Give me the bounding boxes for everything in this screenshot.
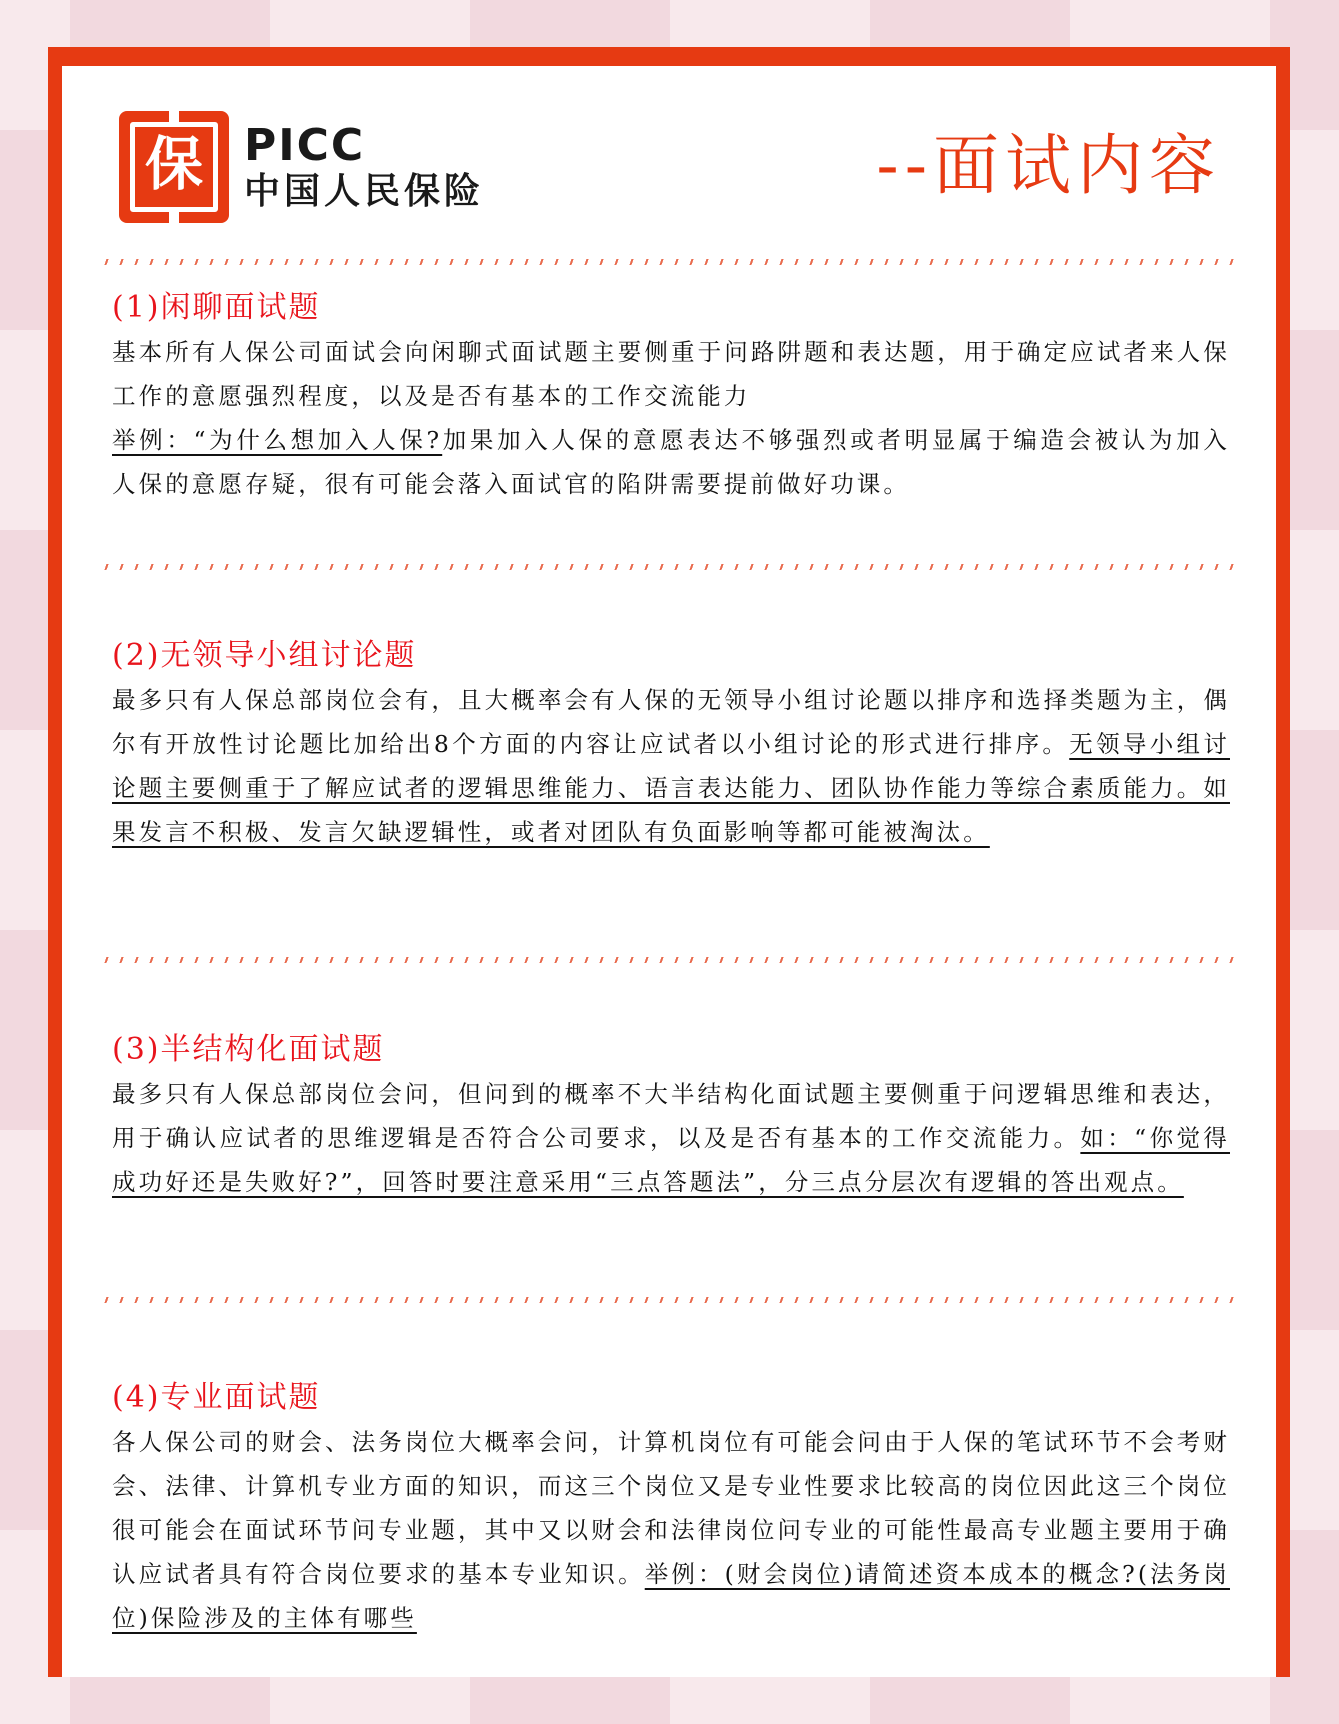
brand-en: PICC — [244, 120, 366, 171]
section-heading: (2)无领导小组讨论题 — [112, 638, 417, 673]
dashed-divider — [98, 957, 1236, 963]
logo-gap — [169, 207, 179, 223]
dashed-divider — [98, 259, 1236, 265]
section-body — [112, 1072, 1230, 1204]
section-professional — [112, 1376, 1230, 1640]
section-heading: (4)专业面试题 — [112, 1380, 321, 1415]
brand-cn: 中国人民保险 — [244, 171, 485, 212]
dashed-divider — [98, 1297, 1236, 1303]
body-text: 最多只有人保总部岗位会问，但问到的概率不大半结构化面试题主要侧重于问逻辑思维和表达，用于确认应试者的思维逻辑是否符合公司要求，以及是否有基本的工作交流能力。 — [112, 1080, 1230, 1152]
page-title: --面试内容 — [876, 127, 1221, 204]
content-card — [62, 66, 1276, 1677]
example-underlined: 举例：“为什么想加入人保? — [112, 426, 443, 454]
body-text: 最多只有人保总部岗位会有，且大概率会有人保的无领导小组讨论题以排序和选择类题为主，偶尔有开放性讨论题比加给出8个方面的内容让应试者以小组讨论的形式进行排序。 — [112, 686, 1230, 758]
logo-glyph: 保 — [144, 130, 203, 198]
section-body — [112, 330, 1230, 506]
dashed-divider — [98, 564, 1236, 570]
example-underlined: 举例：(财会岗位)请简述资本成本的概念?(法务岗位)保险涉及的主体有哪些 — [112, 1560, 1230, 1632]
brand-name — [244, 120, 485, 216]
section-leaderless-group — [112, 634, 1230, 854]
red-frame — [48, 47, 1290, 1677]
logo-gap — [169, 111, 179, 127]
section-body — [112, 1420, 1230, 1640]
section-heading: (3)半结构化面试题 — [112, 1032, 385, 1067]
section-semi-structured — [112, 1028, 1230, 1204]
picc-logo-icon — [119, 111, 229, 223]
section-body — [112, 678, 1230, 854]
body-text: 加果加入人保的意愿表达不够强烈或者明显属于编造会被认为加入人保的意愿存疑，很有可能会落入面试官的陷阱需要提前做好功课。 — [112, 426, 1230, 498]
key-point-underlined: 无领导小组讨论题主要侧重于了解应试者的逻辑思维能力、语言表达能力、团队协作能力等综合素质能力。如果发言不积极、发言欠缺逻辑性，或者对团队有负面影响等都可能被淘汰。 — [112, 730, 1230, 846]
example-underlined: 如：“你觉得成功好还是失败好?”，回答时要注意采用“三点答题法”，分三点分层次有逻辑的答出观点。 — [112, 1124, 1230, 1196]
section-chat-questions — [112, 286, 1230, 506]
section-heading: (1)闲聊面试题 — [112, 290, 321, 325]
body-text: 基本所有人保公司面试会向闲聊式面试题主要侧重于问路阱题和表达题，用于确定应试者来人保工作的意愿强烈程度，以及是否有基本的工作交流能力 — [112, 338, 1230, 410]
body-text: 各人保公司的财会、法务岗位大概率会问，计算机岗位有可能会问由于人保的笔试环节不会考财会、法律、计算机专业方面的知识，而这三个岗位又是专业性要求比较高的岗位因此这三个岗位很可能会在面试环节问专业题，其中又以财会和法律岗位问专业的可能性最高专业题主要用于确认应试者具有符合岗位要求的基本专业知识。 — [112, 1428, 1230, 1588]
